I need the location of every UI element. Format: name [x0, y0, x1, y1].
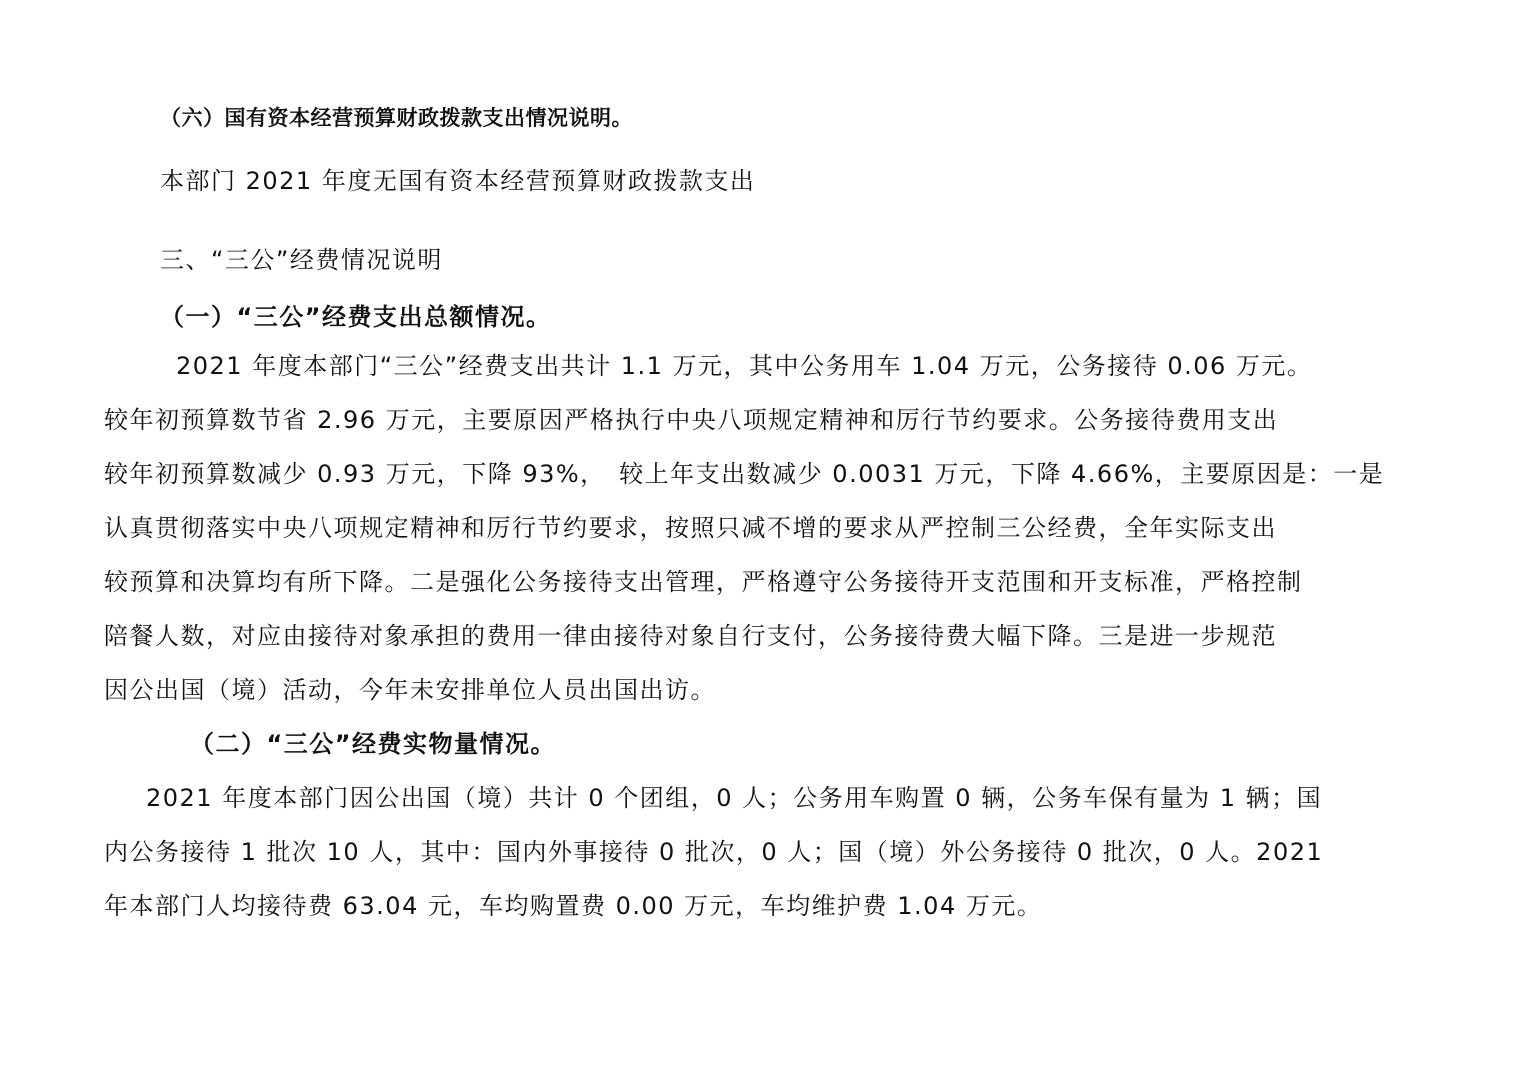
- paragraph-line: 内公务接待 1 批次 10 人，其中：国内外事接待 0 批次，0 人；国（境）外公务接待 0 批次，0 人。2021: [104, 838, 1324, 866]
- paragraph-line: 陪餐人数，对应由接待对象承担的费用一律由接待对象自行支付，公务接待费大幅下降。三是进一步规范: [104, 622, 1277, 650]
- paragraph-line: 较预算和决算均有所下降。二是强化公务接待支出管理，严格遵守公务接待开支范围和开支标准，严格控制: [104, 568, 1303, 596]
- sub-one-heading: （一）“三公”经费支出总额情况。: [160, 303, 552, 331]
- paragraph-line: 较年初预算数减少 0.93 万元，下降 93%， 较上年支出数减少 0.0031 万元，下降 4.66%，主要原因是：一是: [104, 460, 1385, 488]
- paragraph-line: 年本部门人均接待费 63.04 元，车均购置费 0.00 万元，车均维护费 1.04 万元。: [104, 892, 1043, 920]
- paragraph-line: 因公出国（境）活动，今年未安排单位人员出国出访。: [104, 676, 716, 704]
- sub-two-heading: （二）“三公”经费实物量情况。: [190, 730, 557, 758]
- paragraph-line: 2021 年度本部门因公出国（境）共计 0 个团组，0 人；公务用车购置 0 辆，公务车保有量为 1 辆；国: [146, 784, 1323, 812]
- paragraph-line: 2021 年度本部门“三公”经费支出共计 1.1 万元，其中公务用车 1.04 万元，公务接待 0.06 万元。: [176, 352, 1313, 380]
- section-three-heading: 三、“三公”经费情况说明: [160, 246, 443, 274]
- section-six-text: 本部门 2021 年度无国有资本经营预算财政拨款支出: [160, 167, 756, 195]
- section-six-heading: （六）国有资本经营预算财政拨款支出情况说明。: [160, 106, 633, 130]
- paragraph-line: 认真贯彻落实中央八项规定精神和厉行节约要求，按照只减不增的要求从严控制三公经费，全年实际支出: [104, 514, 1277, 542]
- paragraph-line: 较年初预算数节省 2.96 万元，主要原因严格执行中央八项规定精神和厉行节约要求。公务接待费用支出: [104, 406, 1279, 434]
